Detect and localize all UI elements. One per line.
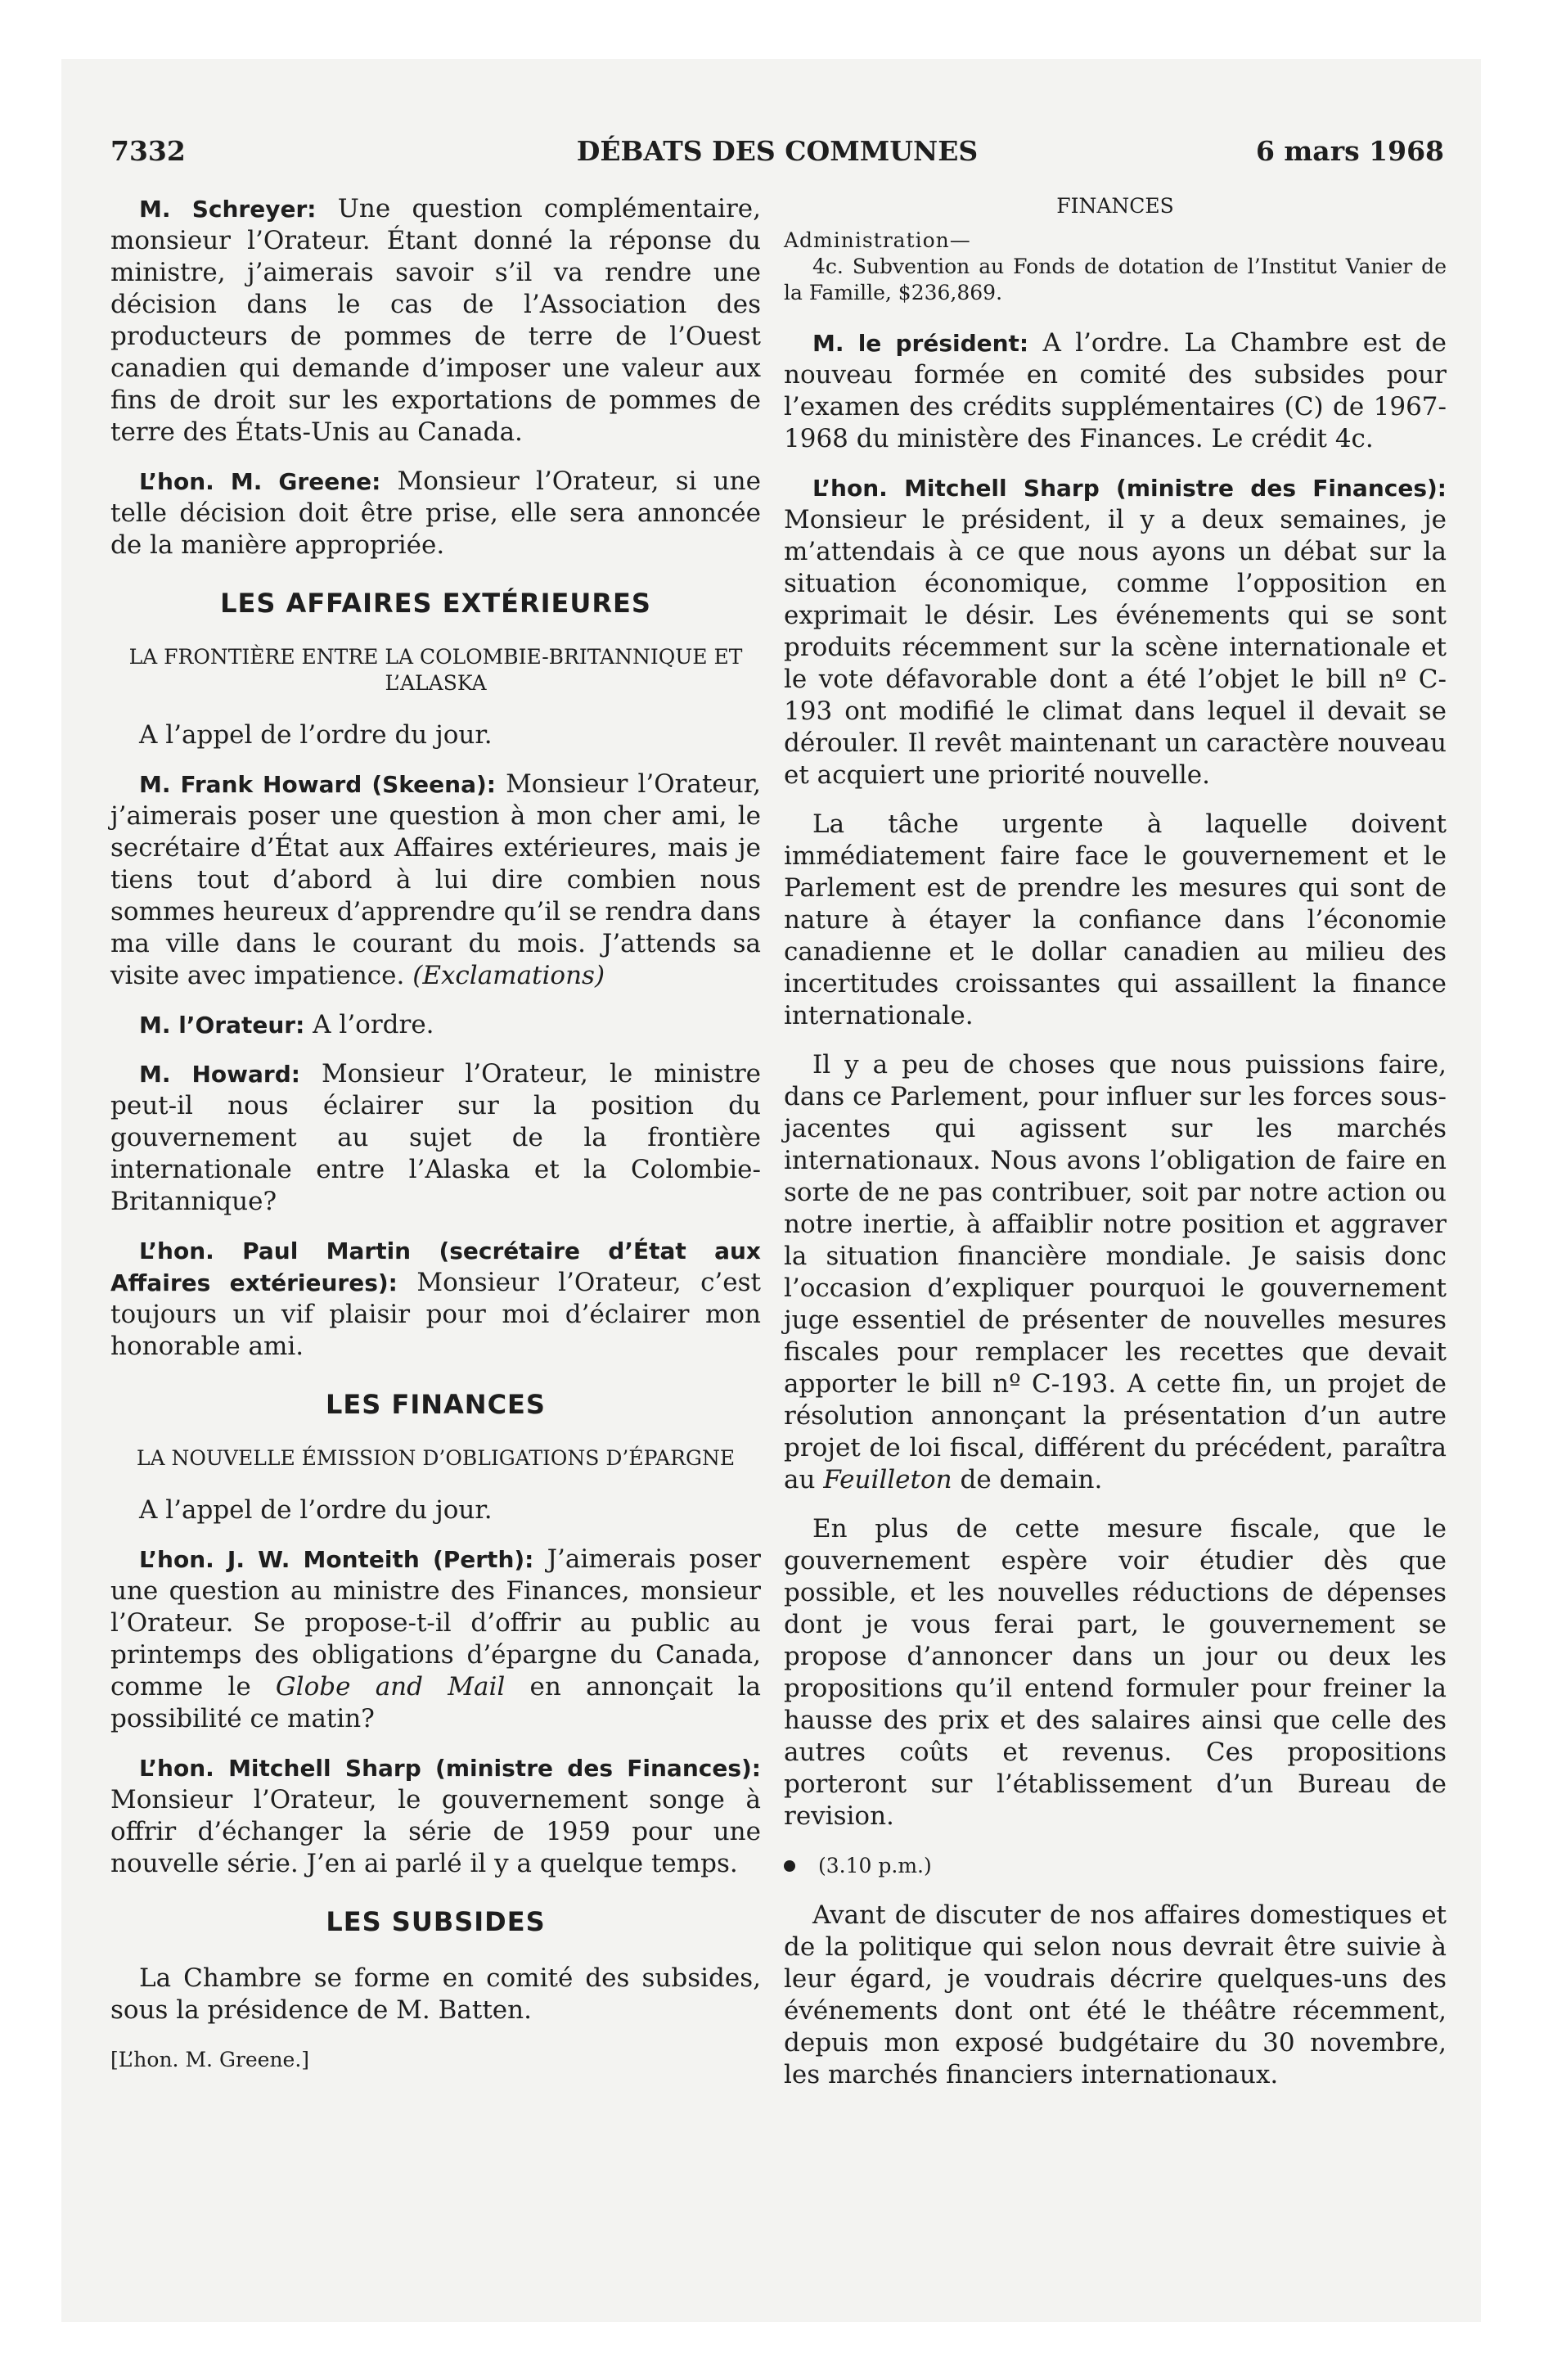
paragraph-subsides: La Chambre se forme en comité des subsides, sous la présidence de M. Batten. — [110, 1963, 761, 2025]
speaker-footnote: [L’hon. M. Greene.] — [110, 2048, 310, 2071]
subheading-frontiere: LA FRONTIÈRE ENTRE LA COLOMBIE-BRITANNIQUE ET L’ALASKA — [128, 645, 743, 695]
speaker-name: M. Howard: — [139, 1061, 300, 1088]
time-marker — [784, 1850, 1447, 1882]
paragraph-avant: Avant de discuter de nos affaires domestiques et de la politique qui selon nous devrait être suivie à leur égard, je voudrais décrire quelques-uns des événements dont ont été le théâtre récemment, depuis mon exposé budgétaire du 30 novembre, les marchés financiers internationaux. — [784, 1900, 1447, 2089]
paragraph-plus: En plus de cette mesure fiscale, que le gouvernement espère voir étudier dès que possible, et les nouvelles réductions de dépenses dont je vous ferai part, le gouvernement se propose d’annoncer dans un jour ou deux les propositions qu’il entend formuler pour freiner la hausse des prix et des salaires ainsi que celle des autres coûts et revenus. Ces propositions porteront sur l’établissement d’un Bureau de revision. — [784, 1514, 1447, 1831]
paragraph-greene — [110, 466, 761, 561]
speech-text: Monsieur l’Orateur, le gouvernement songe à offrir d’échanger la série de 1959 pour une nouvelle série. J’en ai parlé il y a quelque temps. — [110, 1785, 761, 1878]
speech-text: A l’ordre. — [313, 1010, 434, 1039]
administration-label: Administration— — [784, 228, 971, 252]
page-header — [110, 131, 1444, 172]
newspaper-title: Globe and Mail — [275, 1672, 506, 1702]
speech-text: Monsieur l’Orateur, c’est toujours un vif plaisir pour moi d’éclairer mon honorable ami. — [110, 1268, 761, 1361]
speech-text: Monsieur l’Orateur, si une telle décision doit être prise, elle sera annoncée de la manière appropriée. — [110, 467, 761, 560]
speaker-name: L’hon. Mitchell Sharp (ministre des Finances): — [139, 1755, 761, 1782]
paragraph-sharp-right — [784, 472, 1447, 791]
speech-text: Monsieur l’Orateur, j’aimerais poser une question à mon cher ami, le secrétaire d’État aux Affaires extérieures, mais je tiens tout d’abord à lui dire combien nous sommes heureux d’apprendre qu’il se rendra dans ma ville dans le courant du mois. J’attends sa visite avec impatience. — [110, 769, 761, 990]
finances-label: FINANCES — [1056, 194, 1174, 218]
bullet-icon — [784, 1860, 795, 1872]
journal-title: DÉBATS DES COMMUNES — [576, 135, 979, 167]
speaker-name: M. Schreyer: — [139, 196, 317, 223]
paragraph-tache: La tâche urgente à laquelle doivent immédiatement faire face le gouvernement et le Parlement est de prendre les mesures qui sont de nature à étayer la confiance dans l’économie canadienne et le dollar canadien au milieu des incertitudes croissantes qui assaillent la finance internationale. — [784, 809, 1447, 1030]
paragraph-orateur — [110, 1009, 761, 1041]
paragraph-martin — [110, 1235, 761, 1363]
left-column — [110, 193, 761, 2076]
speaker-name: L’hon. M. Greene: — [139, 468, 381, 495]
subheading-emission: LA NOUVELLE ÉMISSION D’OBLIGATIONS D’ÉPARGNE — [136, 1446, 736, 1470]
paragraph-ordre-du-jour: A l’appel de l’ordre du jour. — [139, 720, 493, 750]
speech-text: J’aimerais poser une question au ministre des Finances, monsieur l’Orateur. Se propose-t-il d’offrir au public au printemps des obligations d’épargne du Canada, comme le — [110, 1544, 761, 1702]
paragraph-president — [784, 327, 1447, 455]
section-heading-affaires-exterieures: LES AFFAIRES EXTÉRIEURES — [220, 588, 651, 619]
section-heading-subsides: LES SUBSIDES — [326, 1906, 546, 1937]
speaker-name: L’hon. Paul Martin (secrétaire d’État aux Affaires extérieures): — [110, 1237, 761, 1296]
speech-text: Une question complémentaire, monsieur l’Orateur. Étant donné la réponse du ministre, j’aimerais savoir s’il va rendre une décision dans le cas de l’Association des producteurs de pommes de terre de l’Ouest canadien qui demande d’imposer une valeur aux fins de droit sur les exportations de pommes de terre des États-Unis au Canada. — [110, 194, 761, 447]
speaker-name: L’hon. J. W. Monteith (Perth): — [139, 1546, 534, 1573]
speech-text: Monsieur le président, il y a deux semaines, je m’attendais à ce que nous ayons un débat sur la situation économique, comme l’opposition en exprimait le désir. Les événements qui se sont produits récemment sur la scène internationale et le vote défavorable dont a été l’objet le bill nº C-193 ont modifié le climat dans lequel il devait se dérouler. Il revêt maintenant un caractère nouveau et acquiert une priorité nouvelle. — [784, 505, 1447, 790]
paragraph-monteith — [110, 1544, 761, 1735]
publication-title: Feuilleton — [823, 1465, 952, 1494]
speaker-name: M. le président: — [812, 330, 1029, 357]
speech-text: de demain. — [960, 1465, 1103, 1494]
paragraph-sharp — [110, 1752, 761, 1880]
speech-interjection: (Exclamations) — [412, 961, 605, 990]
speech-text: en annonçait la possibilité ce matin? — [110, 1672, 761, 1733]
speech-text: A l’ordre. La Chambre est de nouveau formée en comité des subsides pour l’examen des crédits supplémentaires (C) de 1967-1968 du ministère des Finances. Le crédit 4c. — [784, 328, 1447, 453]
speaker-name: M. Frank Howard (Skeena): — [139, 771, 496, 798]
speech-text: Il y a peu de choses que nous puissions faire, dans ce Parlement, pour influer sur les forces sous-jacentes qui agissent sur les marchés internationaux. Nous avons l’obligation de faire en sorte de ne pas contribuer, soit par notre action ou notre inertie, à affaiblir notre position et aggraver la situation financière mondiale. Je saisis donc l’occasion d’expliquer pourquoi le gouvernement juge essentiel de présenter de nouvelles mesures fiscales pour remplacer les recettes que devait apporter le bill nº C-193. A cette fin, un projet de résolution annonçant la présentation d’un autre projet de loi fiscal, différent du précédent, paraîtra au — [784, 1050, 1447, 1494]
paragraph-howard — [110, 769, 761, 992]
section-heading-finances: LES FINANCES — [326, 1389, 546, 1420]
page-number: 7332 — [110, 135, 186, 167]
speaker-name: L’hon. Mitchell Sharp (ministre des Finances): — [812, 475, 1447, 502]
paragraph-peu — [784, 1049, 1447, 1496]
speech-text: Monsieur l’Orateur, le ministre peut-il nous éclairer sur la position du gouvernement au sujet de la frontière internationale entre l’Alaska et la Colombie-Britannique? — [110, 1059, 761, 1216]
paragraph-howard-2 — [110, 1058, 761, 1218]
right-column — [784, 193, 1447, 2108]
paragraph-ordre-du-jour-2: A l’appel de l’ordre du jour. — [139, 1495, 493, 1525]
paragraph-schreyer — [110, 193, 761, 449]
subvention-item: 4c. Subvention au Fonds de dotation de l’Institut Vanier de la Famille, $236,869. — [784, 255, 1447, 304]
page-date: 6 mars 1968 — [1255, 135, 1444, 167]
time-marker-text: (3.10 p.m.) — [818, 1854, 932, 1877]
speaker-name: M. l’Orateur: — [139, 1012, 305, 1039]
